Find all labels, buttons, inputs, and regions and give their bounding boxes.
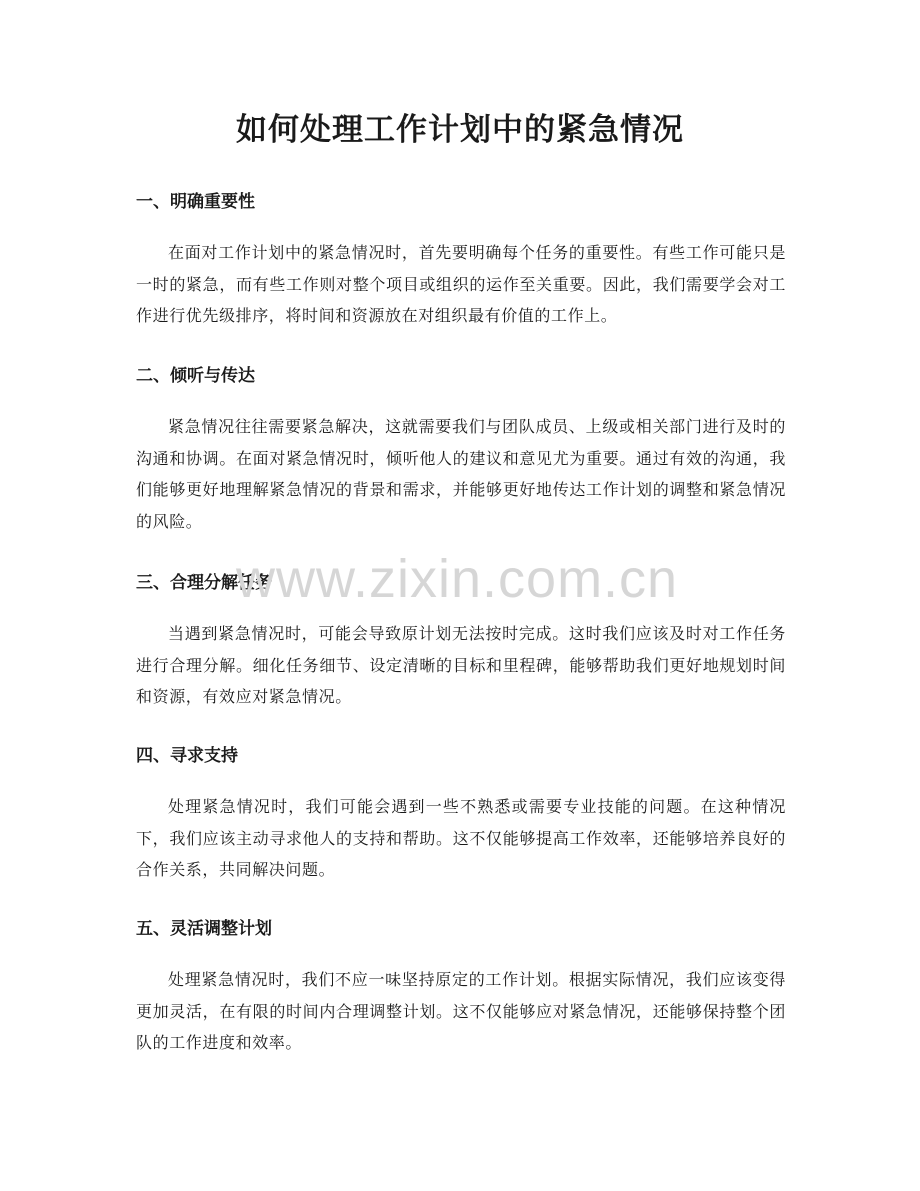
document-title: 如何处理工作计划中的紧急情况 bbox=[236, 112, 684, 148]
section-paragraph: 处理紧急情况时，我们可能会遇到一些不熟悉或需要专业技能的问题。在这种情况下，我们应该主动寻求他人的支持和帮助。这不仅能够提高工作效率，还能够培养良好的合作关系，共同解决问题。 bbox=[136, 797, 786, 879]
section-paragraph: 处理紧急情况时，我们不应一味坚持原定的工作计划。根据实际情况，我们应该变得更加灵活，在有限的时间内合理调整计划。这不仅能够应对紧急情况，还能够保持整个团队的工作进度和效率。 bbox=[136, 970, 786, 1052]
section-heading: 五、灵活调整计划 bbox=[136, 919, 272, 939]
section-paragraph: 当遇到紧急情况时，可能会导致原计划无法按时完成。这时我们应该及时对工作任务进行合理分解。细化任务细节、设定清晰的目标和里程碑，能够帮助我们更好地规划时间和资源，有效应对紧急情况。 bbox=[136, 624, 786, 706]
section-paragraph: 紧急情况往往需要紧急解决，这就需要我们与团队成员、上级或相关部门进行及时的沟通和协调。在面对紧急情况时，倾听他人的建议和意见尤为重要。通过有效的沟通，我们能够更好地理解紧急情况的背景和需求，并能够更好地传达工作计划的调整和紧急情况的风险。 bbox=[136, 417, 786, 531]
section-seek-support bbox=[136, 743, 786, 886]
section-listen-and-communicate bbox=[136, 363, 786, 537]
section-break-down-tasks bbox=[136, 570, 786, 713]
watermark-text: www.zixin.com.cn bbox=[236, 549, 679, 609]
section-heading: 二、倾听与传达 bbox=[136, 366, 255, 386]
section-paragraph: 在面对工作计划中的紧急情况时，首先要明确每个任务的重要性。有些工作可能只是一时的紧急，而有些工作则对整个项目或组织的运作至关重要。因此，我们需要学会对工作进行优先级排序，将时间和资源放在对组织最有价值的工作上。 bbox=[136, 243, 786, 325]
section-heading: 三、合理分解任务 bbox=[136, 573, 272, 593]
section-adjust-plan bbox=[136, 916, 786, 1059]
section-clarify-importance bbox=[136, 189, 786, 332]
section-heading: 一、明确重要性 bbox=[136, 192, 255, 212]
section-heading: 四、寻求支持 bbox=[136, 746, 238, 766]
